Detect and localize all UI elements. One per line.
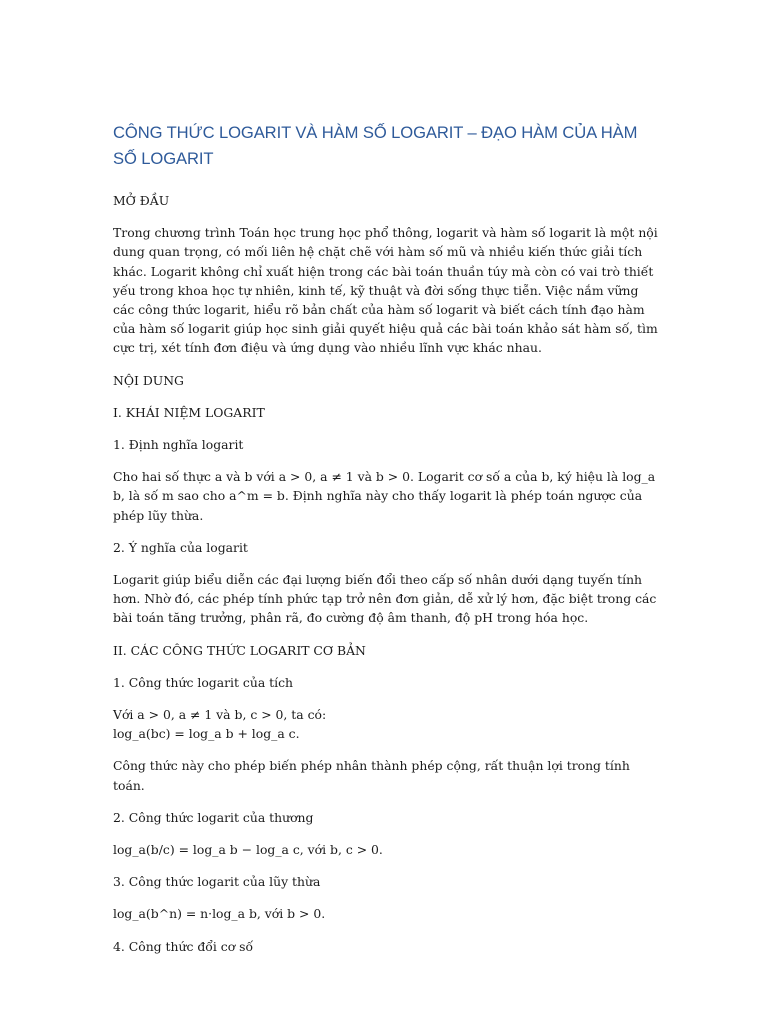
product-rule-block: [113, 705, 658, 743]
product-rule-condition: Với a > 0, a ≠ 1 và b, c > 0, ta có:: [113, 707, 327, 723]
product-rule-formula: log_a(bc) = log_a b + log_a c.: [113, 726, 300, 742]
quotient-rule-heading: 2. Công thức logarit của thương: [113, 809, 314, 825]
content-heading: NỘI DUNG: [113, 372, 184, 388]
document-title: CÔNG THỨC LOGARIT VÀ HÀM SỐ LOGARIT – ĐẠO HÀM CỦA HÀM SỐ LOGARIT: [113, 123, 638, 168]
product-rule-heading: 1. Công thức logarit của tích: [113, 674, 294, 690]
section-2-heading: II. CÁC CÔNG THỨC LOGARIT CƠ BẢN: [113, 642, 366, 658]
intro-paragraph: Trong chương trình Toán học trung học phổ thông, logarit và hàm số logarit là một nội dung quan trọng, có mối liên hệ chặt chẽ với hàm số mũ và nhiều kiến thức giải tích khác. Logarit không chỉ xuất hiện trong các bài toán thuần túy mà còn có vai trò thiết yếu trong khoa học tự nhiên, kinh tế, kỹ thuật và đời sống thực tiễn. Việc nắm vững các công thức logarit, hiểu rõ bản chất của hàm số logarit và biết cách tính đạo hàm của hàm số logarit giúp học sinh giải quyết hiệu quả các bài toán khảo sát hàm số, tìm cực trị, xét tính đơn điệu và ứng dụng vào nhiều lĩnh vực khác nhau.: [113, 225, 658, 356]
power-rule-heading: 3. Công thức logarit của lũy thừa: [113, 874, 321, 890]
change-of-base-heading: 4. Công thức đổi cơ số: [113, 938, 254, 954]
document-page: [113, 120, 658, 969]
quotient-rule-formula: log_a(b/c) = log_a b − log_a c, với b, c > 0.: [113, 842, 383, 858]
definition-paragraph: Cho hai số thực a và b với a > 0, a ≠ 1 và b > 0. Logarit cơ số a của b, ký hiệu là log_a b, là số m sao cho a^m = b. Định nghĩa này cho thấy logarit là phép toán ngược của phép lũy thừa.: [113, 469, 656, 523]
meaning-paragraph: Logarit giúp biểu diễn các đại lượng biến đổi theo cấp số nhân dưới dạng tuyến tính hơn. Nhờ đó, các phép tính phức tạp trở nên đơn giản, dễ xử lý hơn, đặc biệt trong các bài toán tăng trưởng, phân rã, đo cường độ âm thanh, độ pH trong hóa học.: [113, 572, 657, 626]
product-rule-note: Công thức này cho phép biến phép nhân thành phép cộng, rất thuận lợi trong tính toán.: [113, 758, 630, 793]
definition-heading: 1. Định nghĩa logarit: [113, 437, 244, 453]
power-rule-formula: log_a(b^n) = n·log_a b, với b > 0.: [113, 906, 326, 922]
section-1-heading: I. KHÁI NIỆM LOGARIT: [113, 404, 265, 420]
intro-heading: MỞ ĐẦU: [113, 193, 170, 208]
meaning-heading: 2. Ý nghĩa của logarit: [113, 539, 248, 555]
